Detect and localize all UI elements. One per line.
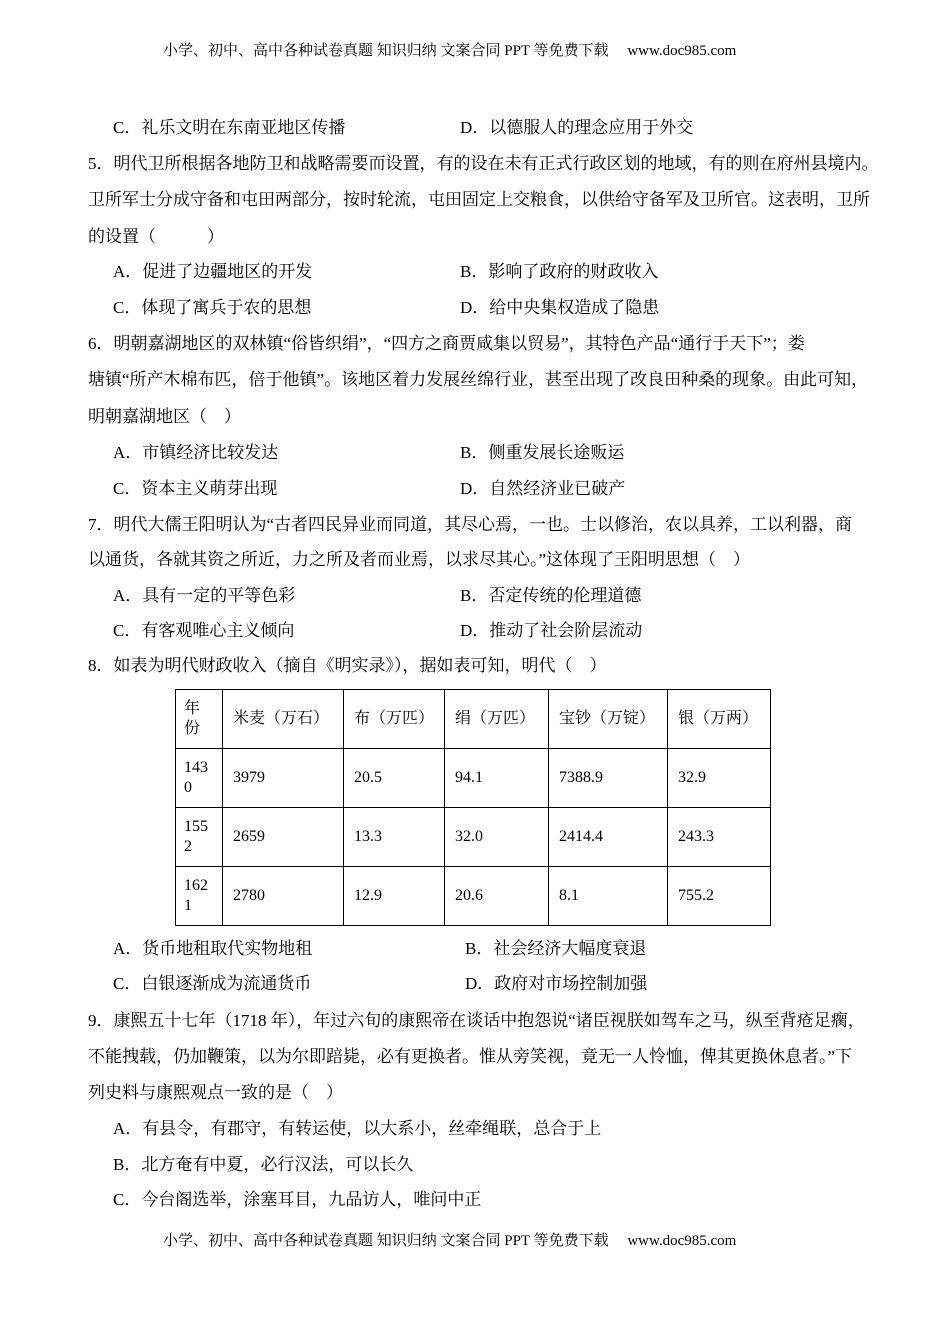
- q7-option-c: C．有客观唯心主义倾向: [113, 621, 295, 640]
- table-cell: 3979: [223, 749, 344, 808]
- table-cell: 20.6: [445, 867, 549, 926]
- q5-option-d: D．给中央集权造成了隐患: [460, 298, 660, 317]
- page-header: [163, 40, 736, 62]
- table-row: [176, 749, 771, 808]
- table-cell: 1430: [176, 749, 223, 808]
- q8-stem: 8．如表为明代财政收入（摘自《明实录》），据如表可知，明代（ ）: [88, 656, 607, 675]
- table-cell: 20.5: [344, 749, 445, 808]
- table-header-row: [176, 690, 771, 749]
- q4-option-d: D．以德服人的理念应用于外交: [460, 118, 694, 137]
- header-url: www.doc985.com: [627, 43, 737, 59]
- q7-option-d: D．推动了社会阶层流动: [460, 621, 643, 640]
- q6-option-b: B．侧重发展长途贩运: [460, 443, 625, 462]
- table-cell: 1552: [176, 808, 223, 867]
- table-cell: 1621: [176, 867, 223, 926]
- table-cell: 12.9: [344, 867, 445, 926]
- table-cell: 243.3: [668, 808, 771, 867]
- table-cell: 7388.9: [549, 749, 668, 808]
- q9-option-b: B．北方奄有中夏，必行汉法，可以长久: [113, 1155, 414, 1174]
- table-row: [176, 867, 771, 926]
- q5-option-c: C．体现了寓兵于农的思想: [113, 298, 312, 317]
- q6-option-d: D．自然经济业已破产: [460, 479, 626, 498]
- table-cell: 2659: [223, 808, 344, 867]
- finance-table: [175, 689, 771, 926]
- q7-option-a: A．具有一定的平等色彩: [113, 586, 296, 605]
- table-cell: 32.0: [445, 808, 549, 867]
- q5-option-a: A．促进了边疆地区的开发: [113, 262, 313, 281]
- q6-stem-line: 明朝嘉湖地区（ ）: [88, 407, 241, 426]
- q9-option-c: C．今台阁选举，涂塞耳目，九品访人，唯问中正: [113, 1190, 482, 1209]
- table-cell: 2780: [223, 867, 344, 926]
- q8-option-d: D．政府对市场控制加强: [465, 974, 648, 993]
- q5-stem-line: 的设置（ ）: [88, 227, 224, 246]
- q9-stem-line: 不能拽载，仍加鞭策，以为尔即踣毙，必有更换者。惟从旁笑视，竟无一人怜恤，俾其更换休息者。”下: [88, 1047, 853, 1066]
- q5-stem-line: 5．明代卫所根据各地防卫和战略需要而设置，有的设在未有正式行政区划的地域，有的则在府州县境内。: [88, 154, 879, 173]
- q6-option-c: C．资本主义萌芽出现: [113, 479, 278, 498]
- table-header-cell: 宝钞（万锭）: [549, 690, 668, 749]
- table-cell: 8.1: [549, 867, 668, 926]
- q8-option-b: B．社会经济大幅度衰退: [465, 939, 647, 958]
- q7-stem-line: 以通货，各就其资之所近，力之所及者而业焉，以求尽其心。”这体现了王阳明思想（ ）: [88, 550, 751, 569]
- q4-option-c: C．礼乐文明在东南亚地区传播: [113, 118, 346, 137]
- table-row: [176, 808, 771, 867]
- table-header-cell: 年份: [176, 690, 223, 749]
- table-header-cell: 银（万两）: [668, 690, 771, 749]
- table-cell: 13.3: [344, 808, 445, 867]
- table-header-cell: 米麦（万石）: [223, 690, 344, 749]
- q8-option-c: C．白银逐渐成为流通货币: [113, 974, 312, 993]
- q6-stem-line: 塘镇“所产木棉布匹，倍于他镇”。该地区着力发展丝绵行业，甚至出现了改良田种桑的现象。由此可知，: [88, 370, 869, 389]
- q7-stem-line: 7．明代大儒王阳明认为“古者四民异业而同道，其尽心焉，一也。士以修治，农以具养，工以利器，商: [88, 515, 853, 534]
- table-header-cell: 布（万匹）: [344, 690, 445, 749]
- table-cell: 32.9: [668, 749, 771, 808]
- table-cell: 755.2: [668, 867, 771, 926]
- footer-url: www.doc985.com: [627, 1233, 737, 1249]
- q9-stem-line: 列史料与康熙观点一致的是（ ）: [88, 1083, 343, 1102]
- q7-option-b: B．否定传统的伦理道德: [460, 586, 642, 605]
- header-text: 小学、初中、高中各种试卷真题 知识归纳 文案合同 PPT 等免费下载: [163, 43, 609, 59]
- footer-text: 小学、初中、高中各种试卷真题 知识归纳 文案合同 PPT 等免费下载: [163, 1233, 609, 1249]
- q6-stem-line: 6．明朝嘉湖地区的双林镇“俗皆织绢”，“四方之商贾咸集以贸易”，其特色产品“通行于天下”；娄: [88, 334, 805, 353]
- q6-option-a: A．市镇经济比较发达: [113, 443, 279, 462]
- q9-option-a: A．有县令，有郡守，有转运使，以大系小，丝牵绳联，总合于上: [113, 1119, 602, 1138]
- q5-option-b: B．影响了政府的财政收入: [460, 262, 659, 281]
- q5-stem-line: 卫所军士分成守备和屯田两部分，按时轮流，屯田固定上交粮食，以供给守备军及卫所官。这表明，卫所: [88, 190, 870, 209]
- q8-option-a: A．货币地租取代实物地租: [113, 939, 313, 958]
- page-footer: [163, 1230, 736, 1252]
- table-cell: 94.1: [445, 749, 549, 808]
- q9-stem-line: 9．康熙五十七年（1718 年），年过六旬的康熙帝在谈话中抱怨说“诸臣视朕如驾车之马，纵至背疮足瘸，: [88, 1011, 865, 1030]
- table-cell: 2414.4: [549, 808, 668, 867]
- table-header-cell: 绢（万匹）: [445, 690, 549, 749]
